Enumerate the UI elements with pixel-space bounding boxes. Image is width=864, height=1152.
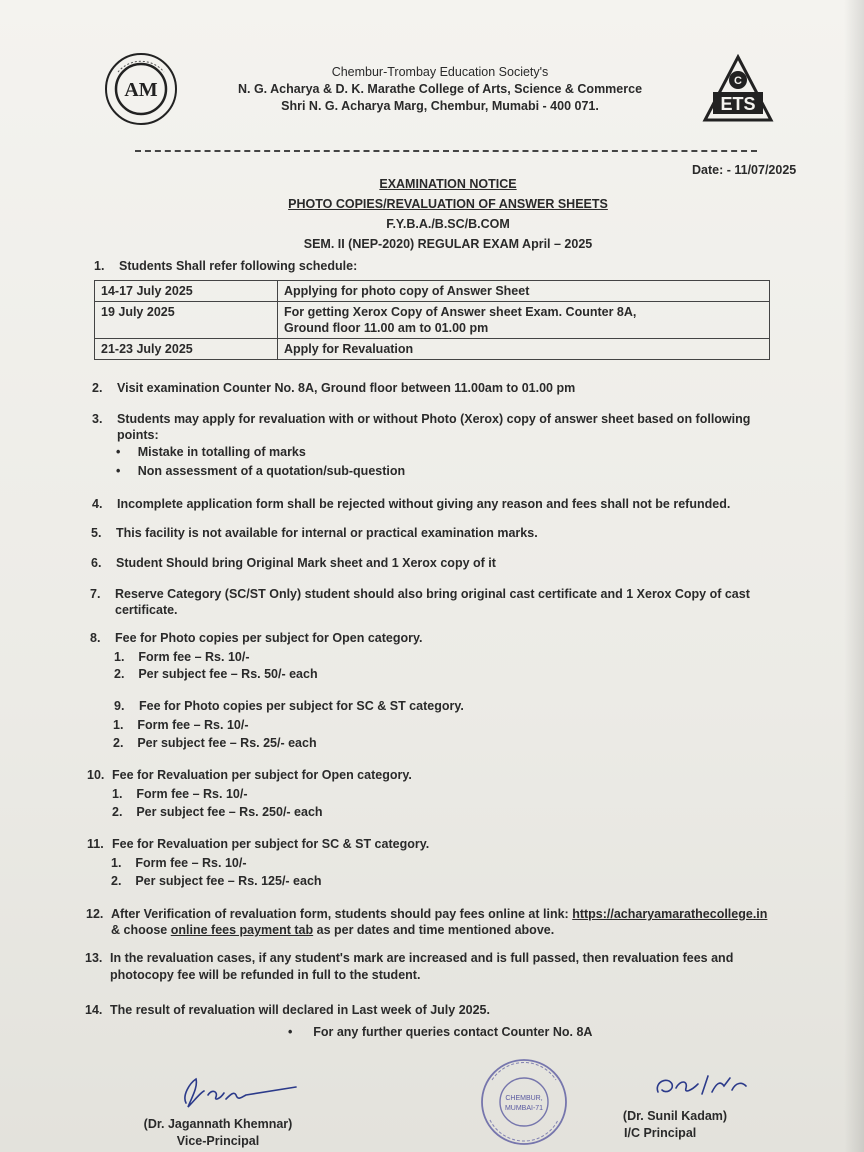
sub-text: Per subject fee – Rs. 50/- each [138, 667, 318, 681]
college-website-link[interactable]: https://acharyamarathecollege.in [572, 907, 768, 921]
table-row [95, 302, 770, 339]
contact-text: For any further queries contact Counter No. 8A [313, 1025, 593, 1039]
sub-text: Form fee – Rs. 10/- [138, 650, 250, 664]
schedule-desc: Apply for Revaluation [278, 339, 770, 360]
sub-item [112, 786, 248, 802]
sub-item [111, 855, 247, 871]
item-text: Incomplete application form shall be rejected without giving any reason and fees shall not be refunded. [117, 497, 731, 511]
sub-number: 2. [111, 874, 122, 888]
schedule-desc-line2: Ground floor 11.00 am to 01.00 pm [284, 321, 489, 335]
item-number: 6. [91, 556, 102, 570]
vice-principal-signature [164, 1065, 304, 1117]
sub-number: 1. [111, 856, 122, 870]
sub-number: 2. [112, 805, 123, 819]
sub-number: 2. [114, 667, 125, 681]
item-text-cont: photocopy fee will be refunded in full to the student. [110, 968, 421, 982]
notice-classes: F.Y.B.A./B.SC/B.COM [386, 217, 510, 231]
item-number: 10. [87, 768, 105, 782]
sub-number: 2. [113, 736, 124, 750]
sub-number: 1. [113, 718, 124, 732]
item-number: 11. [87, 837, 104, 851]
notice-title: EXAMINATION NOTICE [379, 177, 517, 191]
cets-logo [702, 54, 774, 124]
society-name: Chembur-Trombay Education Society's [331, 65, 549, 79]
college-seal-stamp [478, 1050, 570, 1150]
item-text [111, 906, 767, 922]
college-address: Shri N. G. Acharya Marg, Chembur, Mumabi - 400 071. [281, 99, 599, 113]
item-text: In the revaluation cases, if any student's mark are increased and is full passed, then revaluation fees and [110, 951, 734, 965]
svg-text:AM: AM [124, 79, 158, 101]
item-text: Fee for Photo copies per subject for Open category. [115, 631, 423, 645]
sub-item [112, 804, 323, 820]
college-emblem-logo [104, 52, 178, 126]
college-name: N. G. Acharya & D. K. Marathe College of Arts, Science & Commerce [237, 82, 643, 96]
notice-exam: SEM. II (NEP-2020) REGULAR EXAM April – 2025 [303, 237, 593, 251]
bullet-text: Non assessment of a quotation/sub-question [137, 464, 406, 478]
item-text: Fee for Revaluation per subject for Open category. [112, 768, 412, 782]
principal-name: (Dr. Sunil Kadam) [622, 1109, 728, 1123]
svg-text:CHEMBUR,: CHEMBUR, [505, 1095, 543, 1102]
schedule-date: 19 July 2025 [95, 302, 278, 339]
item-number: 1. [94, 259, 105, 273]
sub-text: Per subject fee – Rs. 250/- each [136, 805, 323, 819]
table-row [95, 281, 770, 302]
bullet-text: Mistake in totalling of marks [137, 445, 306, 459]
schedule-date: 14-17 July 2025 [95, 281, 278, 302]
item-number: 5. [91, 526, 102, 540]
item-number: 7. [90, 587, 101, 601]
principal-role: I/C Principal [624, 1126, 697, 1140]
schedule-desc: For getting Xerox Copy of Answer sheet Exam. Counter 8A, [284, 305, 637, 319]
principal-block [610, 1108, 740, 1142]
sub-text: Form fee – Rs. 10/- [137, 718, 249, 732]
item-text-part: as per dates and time mentioned above. [313, 923, 555, 937]
item-number: 13. [85, 951, 103, 965]
item-number: 2. [92, 381, 103, 395]
item-text: The result of revaluation will declared in Last week of July 2025. [110, 1003, 490, 1017]
bullet-item: • Non assessment of a quotation/sub-question [116, 464, 406, 478]
contact-note: • For any further queries contact Counter No. 8A [288, 1025, 593, 1039]
item-number: 9. [114, 699, 125, 713]
vice-principal-block [138, 1116, 298, 1150]
svg-text:ETS: ETS [720, 94, 756, 114]
schedule-table [94, 280, 770, 360]
sub-text: Per subject fee – Rs. 25/- each [137, 736, 317, 750]
notice-titles [250, 174, 646, 254]
notice-subject: PHOTO COPIES/REVALUATION OF ANSWER SHEETS [288, 197, 608, 211]
sub-text: Form fee – Rs. 10/- [135, 856, 247, 870]
item-text: Students may apply for revaluation with or without Photo (Xerox) copy of answer sheet based on following [117, 412, 751, 426]
item-number: 8. [90, 631, 101, 645]
sub-number: 1. [112, 787, 123, 801]
sub-item [113, 735, 317, 751]
header-divider [135, 150, 757, 152]
item-text: Students Shall refer following schedule: [119, 259, 358, 273]
college-header [190, 64, 690, 115]
svg-text:MUMBAI-71: MUMBAI-71 [504, 1105, 544, 1112]
vice-principal-name: (Dr. Jagannath Khemnar) [143, 1117, 293, 1131]
item-text: Student Should bring Original Mark sheet and 1 Xerox copy of it [116, 556, 496, 570]
schedule-desc-cell [278, 302, 770, 339]
item-number: 12. [86, 907, 104, 921]
vice-principal-role: Vice-Principal [176, 1134, 260, 1148]
item-text: Fee for Revaluation per subject for SC & ST category. [112, 837, 430, 851]
notice-date: Date: - 11/07/2025 [692, 163, 797, 177]
item-text: Visit examination Counter No. 8A, Ground floor between 11.00am to 01.00 pm [117, 381, 576, 395]
item-text: Reserve Category (SC/ST Only) student should also bring original cast certificate and 1 Xerox Copy of cast [115, 587, 750, 601]
sub-text: Per subject fee – Rs. 125/- each [135, 874, 322, 888]
bullet-item: • Mistake in totalling of marks [116, 445, 306, 459]
schedule-desc: Applying for photo copy of Answer Sheet [278, 281, 770, 302]
item-text-cont: points: [117, 428, 159, 442]
sub-item [114, 666, 318, 682]
item-number: 4. [92, 497, 103, 511]
sub-item [113, 717, 249, 733]
item-text-cont: certificate. [115, 603, 178, 617]
page-edge-shadow [844, 0, 864, 1152]
sub-item [114, 649, 250, 665]
online-fees-payment-tab-link[interactable]: online fees payment tab [170, 923, 314, 937]
item-text: This facility is not available for internal or practical examination marks. [116, 526, 538, 540]
item-number: 14. [85, 1003, 103, 1017]
principal-signature [628, 1068, 758, 1108]
item-text-part: After Verification of revaluation form, students should pay fees online at link: [111, 907, 573, 921]
sub-item [111, 873, 322, 889]
item-text: Fee for Photo copies per subject for SC & ST category. [139, 699, 464, 713]
item-text-part: & choose [111, 923, 171, 937]
sub-number: 1. [114, 650, 125, 664]
sub-text: Form fee – Rs. 10/- [136, 787, 248, 801]
schedule-date: 21-23 July 2025 [95, 339, 278, 360]
item-text-cont [111, 922, 554, 938]
svg-text:C: C [734, 75, 742, 87]
table-row [95, 339, 770, 360]
item-number: 3. [92, 412, 103, 426]
